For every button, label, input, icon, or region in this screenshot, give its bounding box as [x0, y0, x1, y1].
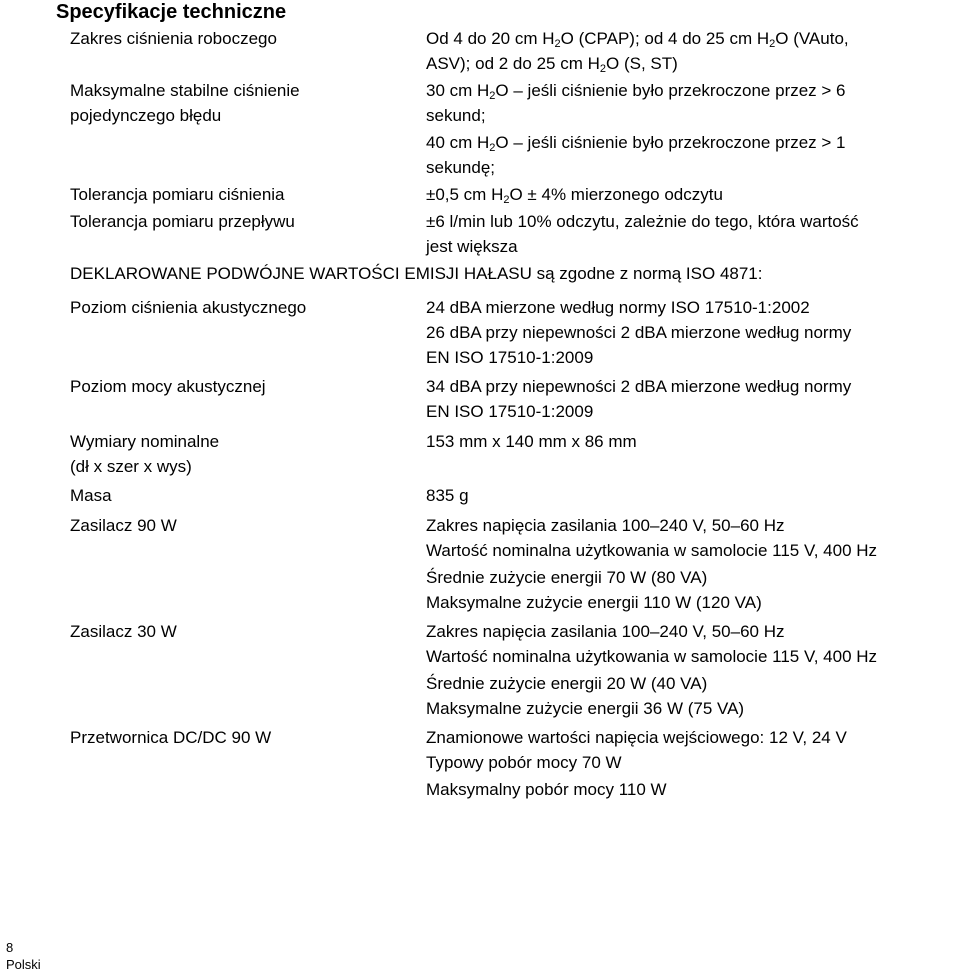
single-fault-value2-line2: sekundę;: [426, 158, 495, 177]
psu90-value-line1: Zakres napięcia zasilania 100–240 V, 50–60 Hz: [426, 516, 785, 535]
single-fault-value1-line2: sekund;: [426, 106, 486, 125]
dimensions-label-line2: (dł x szer x wys): [70, 457, 192, 476]
language-label: Polski: [6, 957, 41, 972]
single-fault-value2-line1: 40 cm $H_2O$ – jeśli ciśnienie było przekroczone przez > 1: [426, 133, 846, 154]
flow-tolerance-value-line2: jest większa: [426, 237, 518, 256]
psu90-label: Zasilacz 90 W: [70, 516, 177, 535]
dcdc-value-line2: Typowy pobór mocy 70 W: [426, 753, 622, 772]
flow-tolerance-value-line1: ±6 l/min lub 10% odczytu, zależnie do tego, która wartość: [426, 212, 859, 231]
pressure-tolerance-label: Tolerancja pomiaru ciśnienia: [70, 185, 285, 204]
psu30-label: Zasilacz 30 W: [70, 622, 177, 641]
sound-power-value-line2: EN ISO 17510-1:2009: [426, 402, 594, 421]
flow-tolerance-label: Tolerancja pomiaru przepływu: [70, 212, 295, 231]
psu90-value-line3: Średnie zużycie energii 70 W (80 VA): [426, 568, 708, 587]
pressure-range-label: Zakres ciśnienia roboczego: [70, 29, 277, 48]
psu30-value-line1: Zakres napięcia zasilania 100–240 V, 50–60 Hz: [426, 622, 785, 641]
single-fault-value1-line1: 30 cm $H_2O$ – jeśli ciśnienie było przekroczone przez > 6: [426, 81, 846, 102]
sound-pressure-value-line2: 26 dBA przy niepewności 2 dBA mierzone według normy: [426, 323, 852, 342]
mass-label: Masa: [70, 486, 112, 505]
pressure-tolerance-value: ±0,5 cm $H_2O \pm 4\%$ mierzonego odczytu: [426, 185, 723, 206]
dcdc-value-line3: Maksymalny pobór mocy 110 W: [426, 780, 667, 799]
dcdc-label: Przetwornica DC/DC 90 W: [70, 728, 272, 747]
dimensions-label-line1: Wymiary nominalne: [70, 432, 220, 451]
sound-power-label: Poziom mocy akustycznej: [70, 377, 266, 396]
dimensions-value: 153 mm x 140 mm x 86 mm: [426, 432, 637, 451]
sound-pressure-value-line1: 24 dBA mierzone według normy ISO 17510-1:2002: [426, 298, 810, 317]
psu30-value-line3: Średnie zużycie energii 20 W (40 VA): [426, 674, 708, 693]
psu30-value-line4: Maksymalne zużycie energii 36 W (75 VA): [426, 699, 745, 718]
sound-pressure-value-line3: EN ISO 17510-1:2009: [426, 348, 594, 367]
sound-pressure-label: Poziom ciśnienia akustycznego: [70, 298, 307, 317]
page-number: 8: [6, 940, 14, 955]
noise-heading: DEKLAROWANE PODWÓJNE WARTOŚCI EMISJI HAŁASU są zgodne z normą ISO 4871:: [70, 264, 763, 283]
single-fault-label-line2: pojedynczego błędu: [70, 106, 222, 125]
mass-value: 835 g: [426, 486, 469, 505]
single-fault-label-line1: Maksymalne stabilne ciśnienie: [70, 81, 300, 100]
psu90-value-line2: Wartość nominalna użytkowania w samolocie 115 V, 400 Hz: [426, 541, 878, 560]
sound-power-value-line1: 34 dBA przy niepewności 2 dBA mierzone według normy: [426, 377, 852, 396]
pressure-range-value-line1: Od 4 do 20 cm $H_2O$ (CPAP); od 4 do 25 cm $H_2O$ (VAuto,: [426, 29, 849, 50]
psu90-value-line4: Maksymalne zużycie energii 110 W (120 VA): [426, 593, 762, 612]
psu30-value-line2: Wartość nominalna użytkowania w samolocie 115 V, 400 Hz: [426, 647, 878, 666]
page-title: Specyfikacje techniczne: [56, 1, 287, 23]
dcdc-value-line1: Znamionowe wartości napięcia wejściowego: 12 V, 24 V: [426, 728, 847, 747]
pressure-range-value-line2: ASV); od 2 do 25 cm $H_2O$ (S, ST): [426, 54, 678, 75]
